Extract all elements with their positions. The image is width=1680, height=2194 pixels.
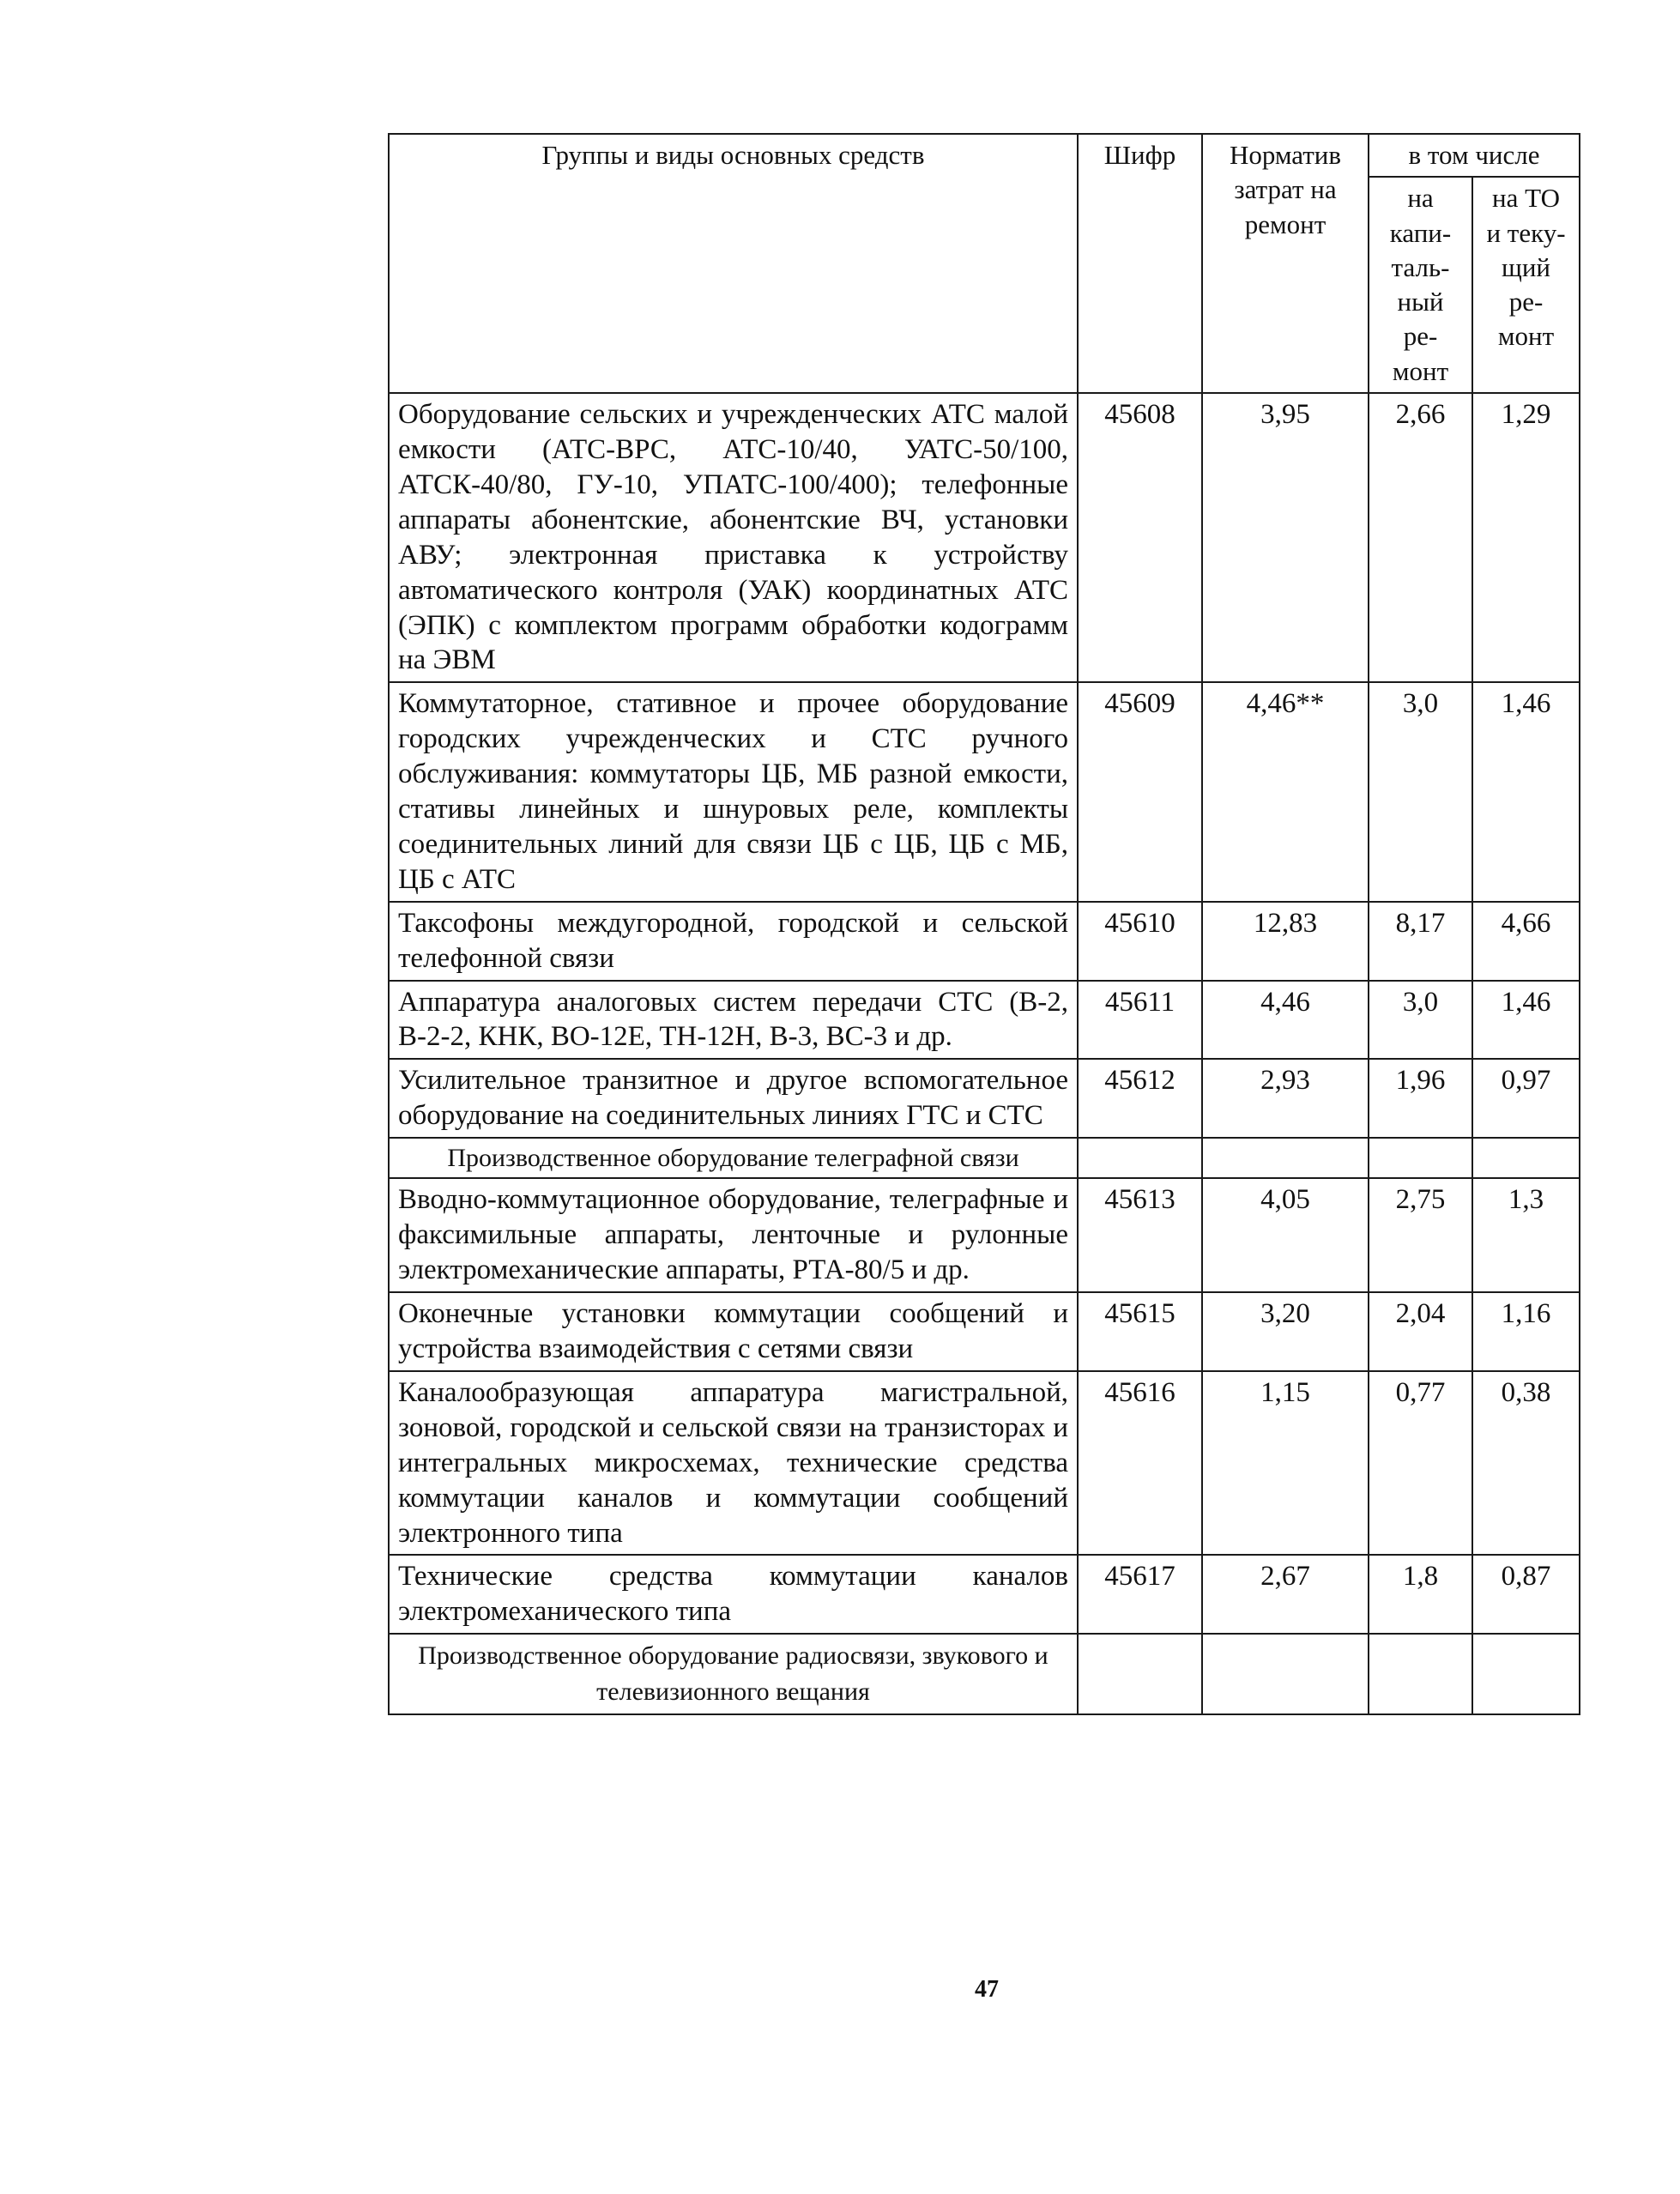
header-including: в том числе [1369,134,1580,177]
row-capital: 2,66 [1369,393,1472,682]
row-capital: 0,77 [1369,1371,1472,1556]
row-capital: 1,8 [1369,1555,1472,1634]
empty-cell [1202,1634,1369,1714]
row-current: 0,38 [1472,1371,1580,1556]
row-code: 45610 [1078,902,1202,981]
header-code: Шифр [1078,134,1202,393]
table-row [389,981,1580,1060]
section-row [389,1634,1580,1714]
empty-cell [1472,1634,1580,1714]
row-code: 45609 [1078,682,1202,901]
table-row [389,393,1580,682]
empty-cell [1369,1634,1472,1714]
row-current: 1,3 [1472,1178,1580,1292]
row-code: 45613 [1078,1178,1202,1292]
row-code: 45615 [1078,1292,1202,1371]
table-row [389,1371,1580,1556]
empty-cell [1202,1138,1369,1178]
row-name: Технические средства коммутации каналов электромеханического типа [389,1555,1078,1634]
row-norm: 2,93 [1202,1059,1369,1138]
row-capital: 3,0 [1369,682,1472,901]
row-norm: 4,46 [1202,981,1369,1060]
row-norm: 2,67 [1202,1555,1369,1634]
row-current: 1,46 [1472,981,1580,1060]
table-row [389,1292,1580,1371]
empty-cell [1369,1138,1472,1178]
row-name: Усилительное транзитное и другое вспомогательное оборудование на соединительных линиях ГТС и СТС [389,1059,1078,1138]
page-number: 47 [975,1976,999,2003]
header-row-1 [389,134,1580,177]
row-norm: 4,46** [1202,682,1369,901]
row-code: 45617 [1078,1555,1202,1634]
table-row [389,1059,1580,1138]
row-name: Каналообразующая аппаратура магистральной, зоновой, городской и сельской связи на транзисторах и интегральных микросхемах, технические средства коммутации каналов и коммутации сообщений электронного типа [389,1371,1078,1556]
row-code: 45608 [1078,393,1202,682]
row-name: Таксофоны междугородной, городской и сельской телефонной связи [389,902,1078,981]
row-norm: 12,83 [1202,902,1369,981]
row-current: 1,16 [1472,1292,1580,1371]
row-norm: 4,05 [1202,1178,1369,1292]
section-radio-heading: Производственное оборудование радиосвязи, звукового и телевизионного вещания [389,1634,1078,1714]
empty-cell [1472,1138,1580,1178]
row-capital: 8,17 [1369,902,1472,981]
table-row [389,1555,1580,1634]
empty-cell [1078,1634,1202,1714]
section-row [389,1138,1580,1178]
row-name: Оборудование сельских и учрежденческих АТС малой емкости (АТС-ВРС, АТС-10/40, УАТС-50/100, АТСК-40/80, ГУ-10, УПАТС-100/400); телефонные аппараты абонентские, абонентские ВЧ, установки АВУ; электронная приставка к устройству автоматического контроля (УАК) координатных АТС (ЭПК) с комплектом программ обработки кодограмм на ЭВМ [389,393,1078,682]
norms-table [388,133,1580,1715]
row-capital: 2,04 [1369,1292,1472,1371]
row-code: 45611 [1078,981,1202,1060]
table-row [389,902,1580,981]
header-norm: Норматив затрат на ремонт [1202,134,1369,393]
row-code: 45616 [1078,1371,1202,1556]
row-code: 45612 [1078,1059,1202,1138]
row-norm: 3,20 [1202,1292,1369,1371]
empty-cell [1078,1138,1202,1178]
row-capital: 2,75 [1369,1178,1472,1292]
row-norm: 1,15 [1202,1371,1369,1556]
row-current: 1,46 [1472,682,1580,901]
row-current: 4,66 [1472,902,1580,981]
row-capital: 1,96 [1369,1059,1472,1138]
row-name: Коммутаторное, стативное и прочее оборудование городских учрежденческих и СТС ручного обслуживания: коммутаторы ЦБ, МБ разной емкости, стативы линейных и шнуровых реле, комплекты соединительных линий для связи ЦБ с ЦБ, ЦБ с МБ, ЦБ с АТС [389,682,1078,901]
table-row [389,1178,1580,1292]
row-name: Аппаратура аналоговых систем передачи СТС (В-2, В-2-2, КНК, ВО-12Е, ТН-12Н, В-3, ВС-3 и др. [389,981,1078,1060]
row-capital: 3,0 [1369,981,1472,1060]
row-name: Оконечные установки коммутации сообщений и устройства взаимодействия с сетями связи [389,1292,1078,1371]
row-name: Вводно-коммутационное оборудование, телеграфные и факсимильные аппараты, ленточные и рулонные электромеханические аппараты, РТА-80/5 и др. [389,1178,1078,1292]
row-current: 0,97 [1472,1059,1580,1138]
row-current: 0,87 [1472,1555,1580,1634]
header-current-repair: на ТО и теку-щий ре-монт [1472,177,1580,393]
header-capital-repair: на капи-таль-ный ре-монт [1369,177,1472,393]
section-telegraph-heading: Производственное оборудование телеграфной связи [389,1138,1078,1178]
table-row [389,682,1580,901]
row-norm: 3,95 [1202,393,1369,682]
header-group: Группы и виды основных средств [389,134,1078,393]
row-current: 1,29 [1472,393,1580,682]
